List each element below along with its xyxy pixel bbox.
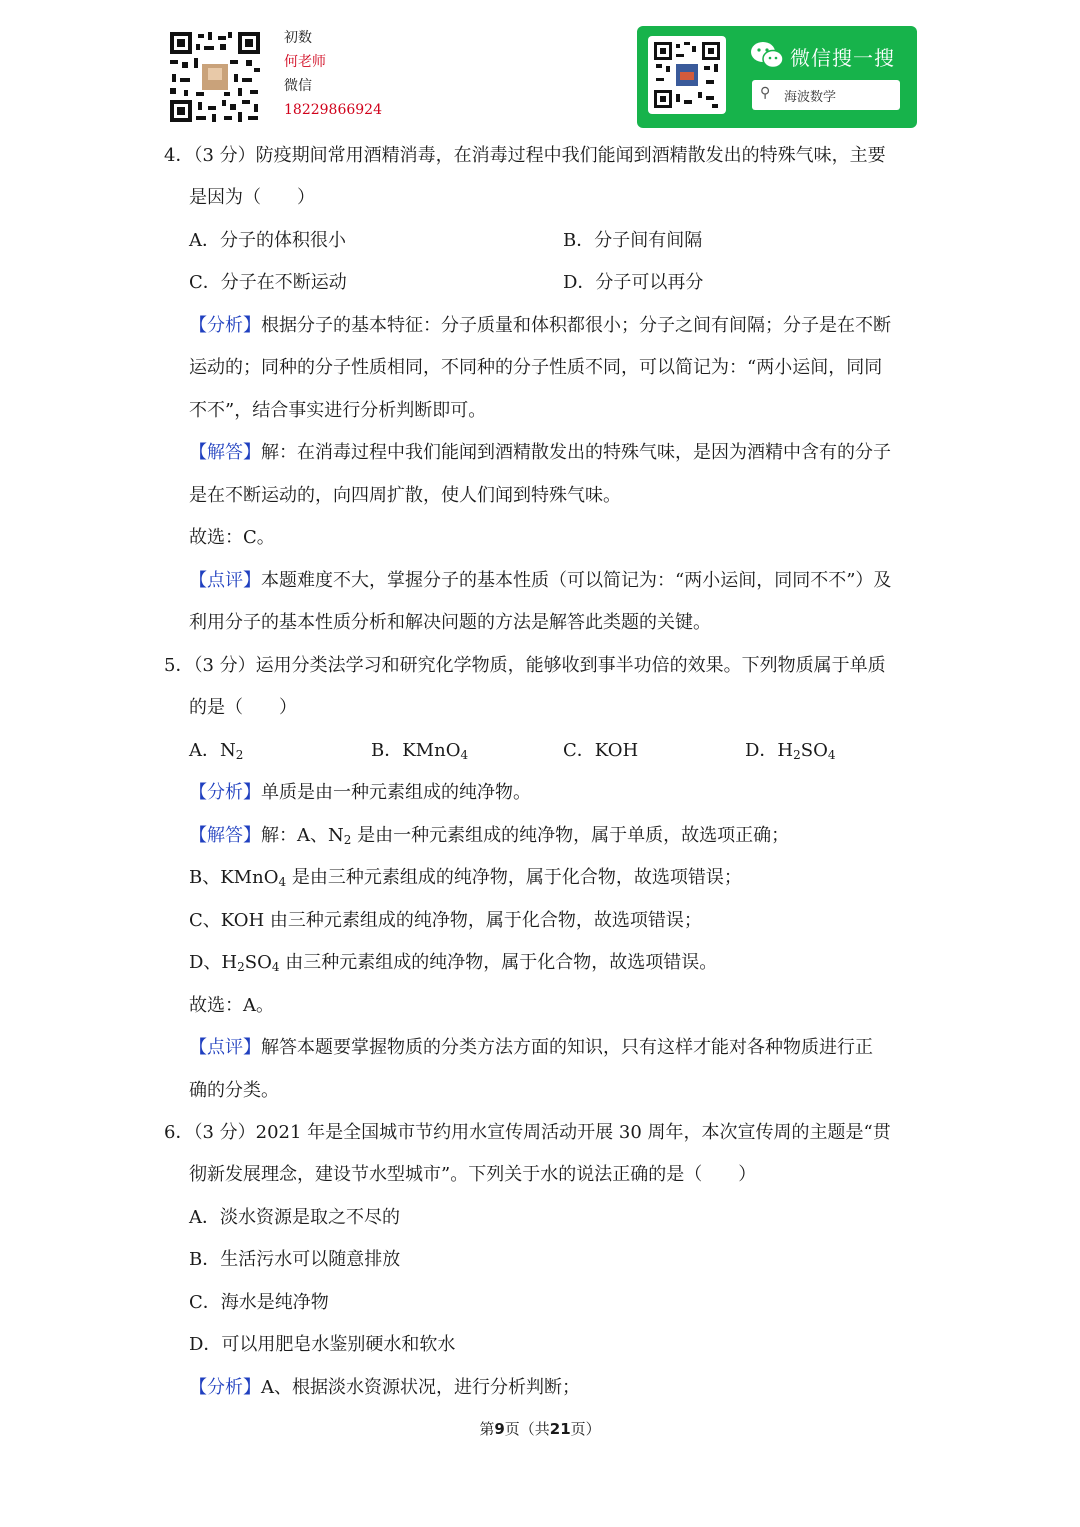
q5-analysis-text: 单质是由一种元素组成的纯净物。 <box>261 782 531 803</box>
q5-answer-d-text: D、H <box>189 952 238 973</box>
q5-option-d-mid: SO <box>800 740 828 761</box>
q6-stem-line1: 6．（3 分）2021 年是全国城市节约用水宣传周活动开展 30 周年，本次宣传周的主题是“贯 <box>164 1122 891 1143</box>
q5-review-line1 <box>189 1033 873 1059</box>
subscript: 2 <box>343 833 352 847</box>
q5-option-d <box>745 736 836 762</box>
q5-answer-d-mid: SO <box>244 952 272 973</box>
wechat-label: 微信 <box>284 78 312 94</box>
phone-number: 18229866924 <box>284 102 382 118</box>
q4-review-text: 本题难度不大，掌握分子的基本性质（可以简记为：“两小运间，同同不不”）及 <box>261 570 892 591</box>
subscript: 4 <box>278 875 287 889</box>
grade-label: 初数 <box>284 30 312 46</box>
q5-stem-line2: 的是（ ） <box>189 697 297 718</box>
q4-review-line2: 利用分子的基本性质分析和解决问题的方法是解答此类题的关键。 <box>189 612 711 633</box>
analysis-tag: 【分析】 <box>189 315 261 336</box>
q5-answer-a-rest: 是由一种元素组成的纯净物，属于单质，故选项正确； <box>351 825 790 846</box>
page-number: 9 <box>494 1420 505 1438</box>
q4-answer-line1 <box>189 438 891 464</box>
q4-analysis-text: 根据分子的基本特征：分子质量和体积都很小；分子之间有间隔；分子是在不断 <box>261 315 891 336</box>
q5-answer-line3: C、KOH 由三种元素组成的纯净物，属于化合物，故选项错误； <box>189 910 702 931</box>
q4-analysis-line2: 运动的；同种的分子性质相同，不同种的分子性质不同，可以简记为：“两小运间，同同 <box>189 357 883 378</box>
wechat-qr-code <box>648 36 726 114</box>
q6-option-a: A．淡水资源是取之不尽的 <box>189 1207 400 1228</box>
q5-answer-line1 <box>189 821 789 847</box>
q5-analysis-line1 <box>189 778 531 804</box>
q5-choice: 故选：A。 <box>189 995 274 1016</box>
q5-option-a <box>189 736 243 762</box>
q4-answer-line2: 是在不断运动的，向四周扩散，使人们闻到特殊气味。 <box>189 485 621 506</box>
q5-option-b <box>371 736 468 762</box>
q5-option-d-text: D．H <box>745 740 794 761</box>
q6-option-d: D．可以用肥皂水鉴别硬水和软水 <box>189 1334 456 1355</box>
q4-choice: 故选：C。 <box>189 527 275 548</box>
review-tag: 【点评】 <box>189 570 261 591</box>
q6-option-c: C．海水是纯净物 <box>189 1292 329 1313</box>
wechat-icon <box>750 40 784 70</box>
q5-option-c: C．KOH <box>563 740 639 761</box>
q5-option-a-text: A．N <box>189 740 236 761</box>
subscript: 2 <box>235 748 244 762</box>
q4-option-a: A．分子的体积很小 <box>189 230 346 251</box>
q6-analysis-line1 <box>189 1373 580 1399</box>
q5-answer-b-text: B、KMnO <box>189 867 279 888</box>
q5-answer-d-rest: 由三种元素组成的纯净物，属于化合物，故选项错误。 <box>279 952 718 973</box>
q6-analysis-text: A、根据淡水资源状况，进行分析判断； <box>261 1377 580 1398</box>
analysis-tag: 【分析】 <box>189 782 261 803</box>
answer-tag: 【解答】 <box>189 825 261 846</box>
subscript: 4 <box>460 748 469 762</box>
q4-option-d: D．分子可以再分 <box>563 272 704 293</box>
answer-tag: 【解答】 <box>189 442 261 463</box>
q4-review-line1 <box>189 566 891 592</box>
review-tag: 【点评】 <box>189 1037 261 1058</box>
qr-code <box>168 30 262 124</box>
page-footer <box>0 1418 1080 1439</box>
wechat-search-box[interactable] <box>752 80 900 110</box>
q5-answer-b-rest: 是由三种元素组成的纯净物，属于化合物，故选项错误； <box>286 867 742 888</box>
footer-post: 页） <box>570 1420 601 1438</box>
q6-option-b: B．生活污水可以随意排放 <box>189 1249 401 1270</box>
q4-option-b: B．分子间有间隔 <box>563 230 703 251</box>
contact-info <box>284 26 382 122</box>
subscript: 4 <box>827 748 836 762</box>
subscript: 4 <box>271 960 280 974</box>
q5-answer-line4 <box>189 948 717 974</box>
q4-analysis-line3: 不不”，结合事实进行分析判断即可。 <box>189 400 487 421</box>
q5-review-text: 解答本题要掌握物质的分类方法方面的知识，只有这样才能对各种物质进行正 <box>261 1037 873 1058</box>
footer-mid: 页（共 <box>504 1420 550 1438</box>
q5-stem-line1: 5．（3 分）运用分类法学习和研究化学物质，能够收到事半功倍的效果。下列物质属于单质 <box>164 655 886 676</box>
q6-stem-line2: 彻新发展理念，建设节水型城市”。下列关于水的说法正确的是（ ） <box>189 1164 757 1185</box>
subscript: 2 <box>793 748 801 762</box>
analysis-tag: 【分析】 <box>189 1377 261 1398</box>
q5-option-b-text: B．KMnO <box>371 740 461 761</box>
search-query: 海波数学 <box>784 90 837 105</box>
q5-answer-line2 <box>189 863 742 889</box>
q5-review-line2: 确的分类。 <box>189 1080 279 1101</box>
footer-pre: 第 <box>479 1420 495 1438</box>
q5-answer-a-text: 解：A、N <box>261 825 344 846</box>
q4-option-c: C．分子在不断运动 <box>189 272 347 293</box>
page-total: 21 <box>549 1420 571 1438</box>
q4-analysis-line1 <box>189 311 891 337</box>
subscript: 2 <box>237 960 245 974</box>
q4-answer-text: 解：在消毒过程中我们能闻到酒精散发出的特殊气味，是因为酒精中含有的分子 <box>261 442 891 463</box>
wechat-search-title: 微信搜一搜 <box>790 46 895 70</box>
q4-stem-line2: 是因为（ ） <box>189 187 315 208</box>
search-icon: ⚲ <box>760 85 771 101</box>
teacher-name: 何老师 <box>284 54 326 70</box>
q4-stem-line1: 4．（3 分）防疫期间常用酒精消毒，在消毒过程中我们能闻到酒精散发出的特殊气味，主要 <box>164 145 886 166</box>
